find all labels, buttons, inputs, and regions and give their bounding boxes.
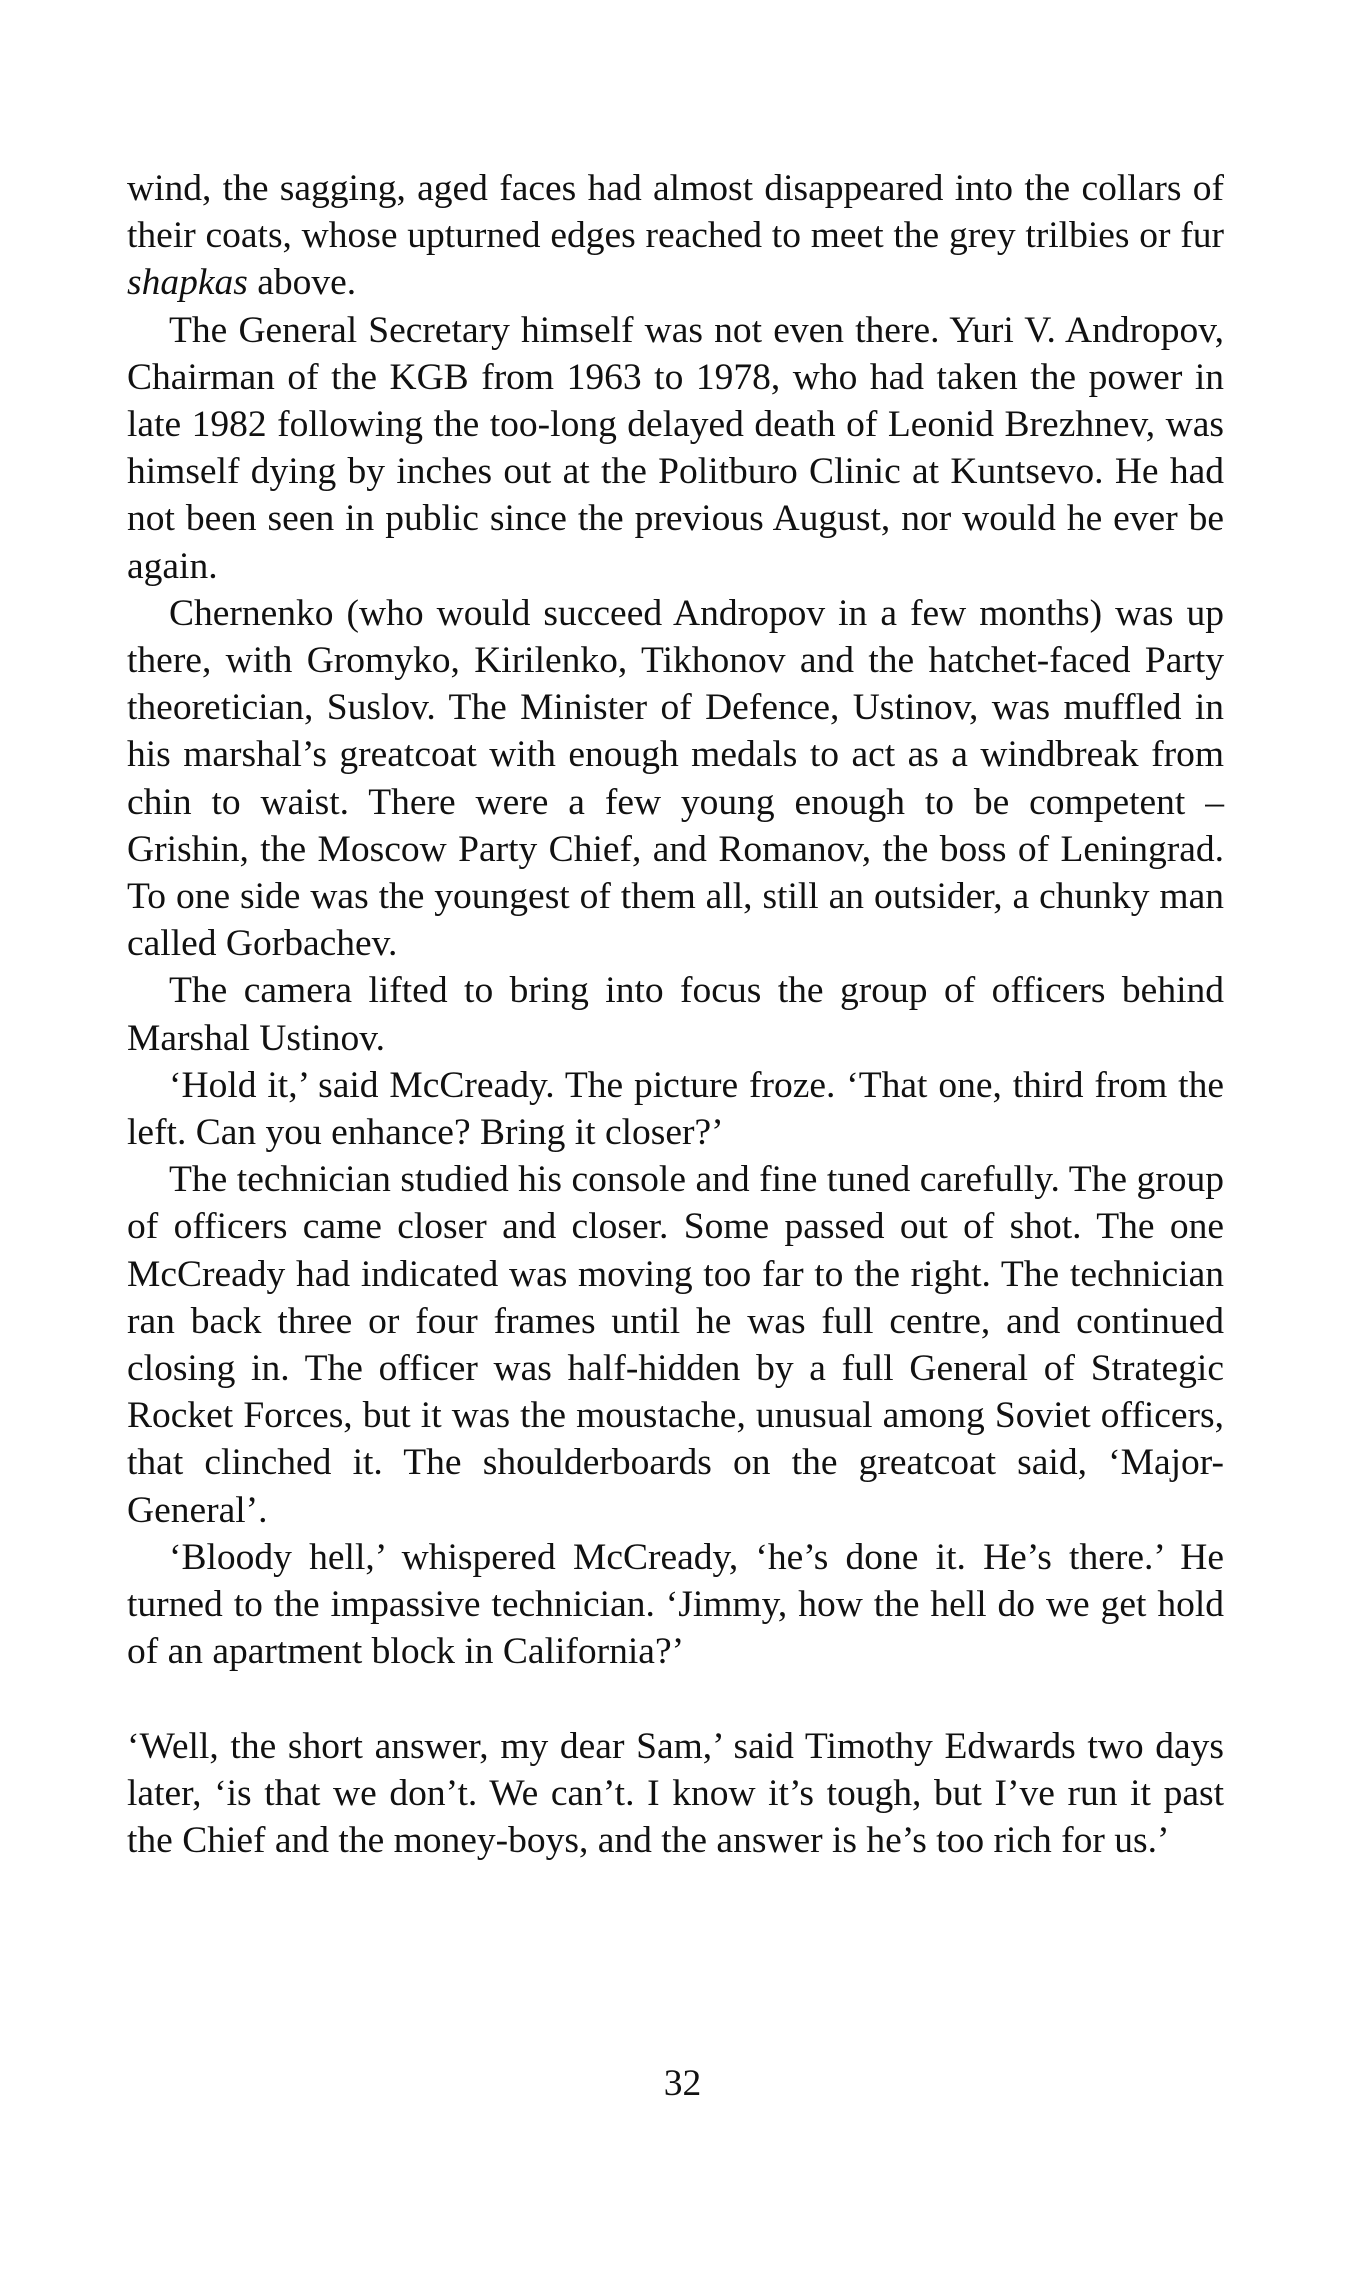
paragraph-text: wind, the sagging, aged faces had almost disappeared into the collars of their coats, whose upturned edges reached to meet the grey trilbies or fur [127,168,1224,257]
book-page-body [127,165,1224,1864]
paragraph: ‘Bloody hell,’ whispered McCready, ‘he’s done it. He’s there.’ He turned to the impassive technician. ‘Jimmy, how the hell do we get hold of an apartment block in California?’ [127,1536,1224,1673]
paragraph-section-start: ‘Well, the short answer, my dear Sam,’ said Timothy Edwards two days later, ‘is that we don’t. We can’t. I know it’s tough, but I’ve run it past the Chief and the money-boys, and the answer is he’s too rich for us.’ [127,1725,1224,1861]
paragraph: The camera lifted to bring into focus the group of officers behind Marshal Ustinov. [127,970,1224,1059]
paragraph: The General Secretary himself was not even there. Yuri V. Andropov, Chairman of the KGB from 1963 to 1978, who had taken the power in late 1982 following the too-long delayed death of Leonid Brezhnev, was himself dying by inches out at the Politburo Clinic at Kuntsevo. He had not been seen in public since the previous August, nor would he ever be again. [127,309,1224,587]
paragraph: ‘Hold it,’ said McCready. The picture froze. ‘That one, third from the left. Can you enhance? Bring it closer?’ [127,1064,1224,1154]
paragraph-text-tail: above. [247,262,357,304]
page-number: 32 [663,2063,702,2104]
paragraph: Chernenko (who would succeed Andropov in a few months) was up there, with Gromyko, Kirilenko, Tikhonov and the hatchet-faced Party theoretician, Suslov. The Minister of Defence, Ustinov, was muffled in his marshal’s greatcoat with enough medals to act as a windbreak from chin to waist. There were a few young enough to be competent – Grishin, the Moscow Party Chief, and Romanov, the boss of Leningrad. To one side was the youngest of them all, still an outsider, a chunky man called Gorbachev. [127,592,1224,965]
paragraph-continued [127,165,1224,307]
paragraph: The technician studied his console and fine tuned carefully. The group of officers came closer and closer. Some passed out of shot. The one McCready had indicated was moving too far to the right. The technician ran back three or four frames until he was full centre, and continued closing in. The officer was half-hidden by a full General of Strategic Rocket Forces, but it was the moustache, unusual among Soviet officers, that clinched it. The shoulderboards on the greatcoat said, ‘Major-General’. [127,1159,1224,1531]
italic-term: shapkas [127,262,248,304]
